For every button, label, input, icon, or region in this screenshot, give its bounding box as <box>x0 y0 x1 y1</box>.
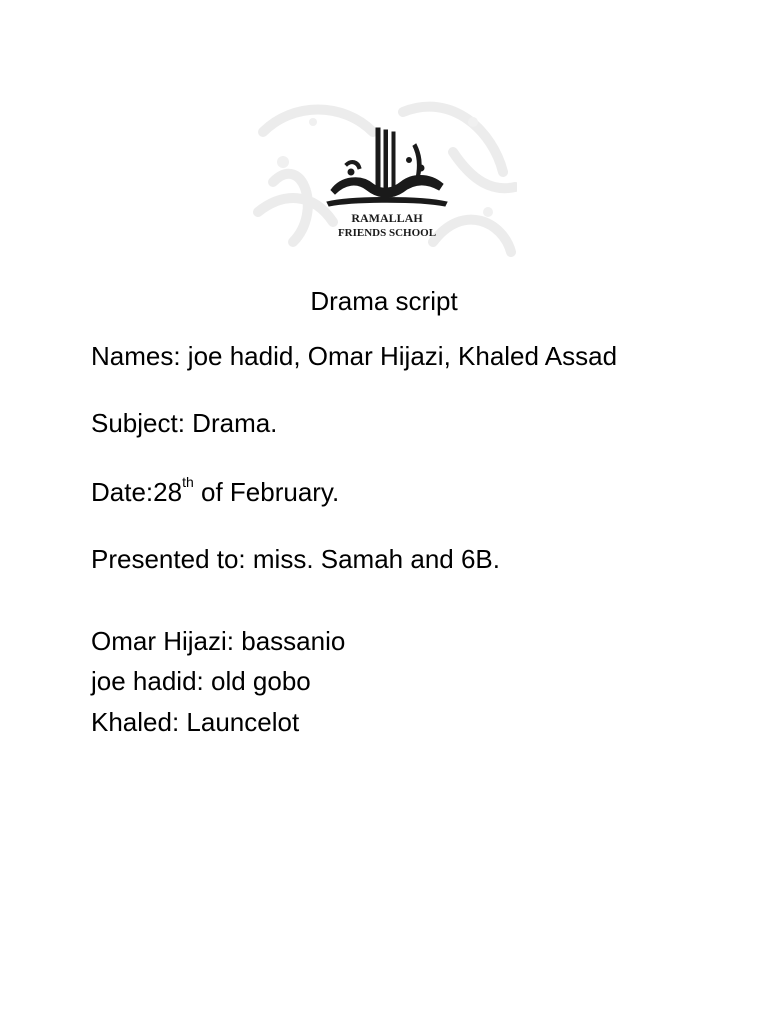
role-line: joe hadid: old gobo <box>91 666 311 696</box>
role-line: Omar Hijazi: bassanio <box>91 626 346 656</box>
names-line: Names: joe hadid, Omar Hijazi, Khaled Assad <box>91 341 618 371</box>
date-ordinal-suffix: th <box>182 474 194 491</box>
calligraphy-emblem-icon <box>321 124 453 242</box>
date-line <box>91 475 339 509</box>
role-line: Khaled: Launcelot <box>91 707 300 737</box>
logo-text-line1: RAMALLAH <box>351 211 423 225</box>
subject-line: Subject: Drama. <box>91 408 278 438</box>
document-title: Drama script <box>310 286 458 316</box>
date-rest: of February. <box>193 477 340 507</box>
date-prefix: Date:28 <box>91 477 183 507</box>
logo-text-line2: FRIENDS SCHOOL <box>337 227 437 239</box>
school-logo <box>253 92 517 264</box>
presented-line: Presented to: miss. Samah and 6B. <box>91 544 500 574</box>
